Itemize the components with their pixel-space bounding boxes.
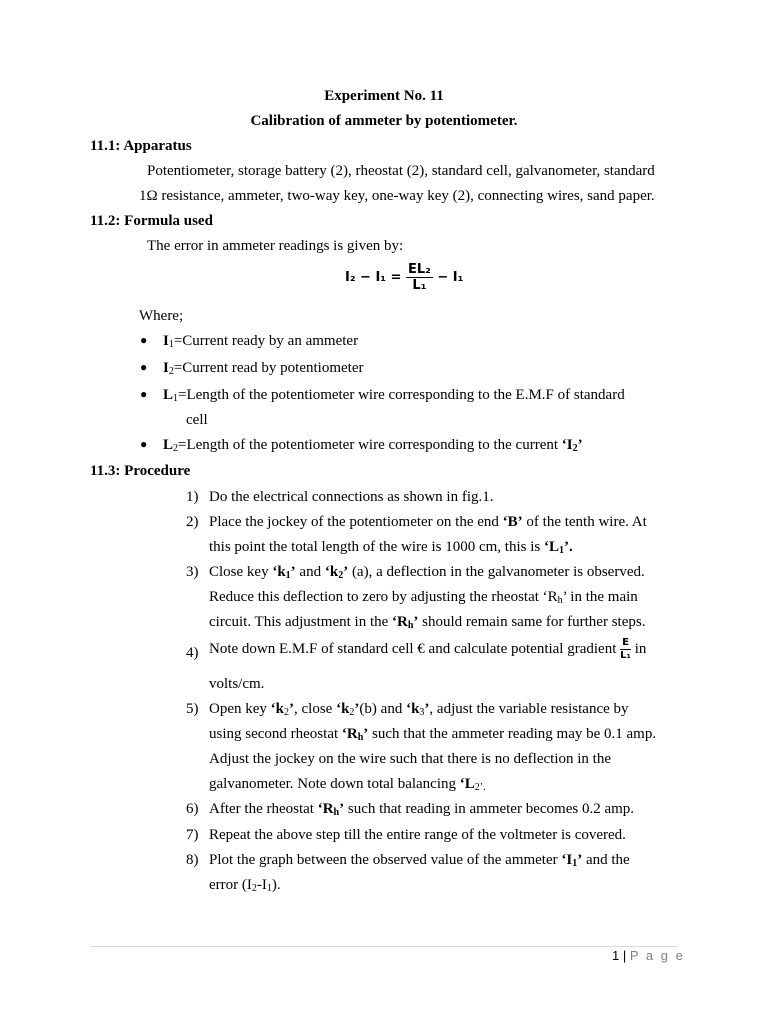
step-8-number: 8)	[186, 852, 199, 868]
section-heading-formula: 11.2: Formula used	[90, 213, 213, 229]
step-5-line-4: galvanometer. Note down total balancing ‘$L_{2’.}$	[209, 776, 486, 793]
step-5-line-3: Adjust the jockey on the wire such that there is no deflection in the	[209, 751, 611, 767]
step-5-line-2: using second rheostat ‘$R_h$’ such that the ammeter reading may be 0.1 amp.	[209, 726, 657, 743]
page-separator: |	[622, 948, 627, 963]
step-3-line-1: Close key ‘$k_1$’ and ‘$k_2$’ (a), a deflection in the galvanometer is observed.	[209, 564, 645, 581]
step-5-line-1: Open key ‘$k_2$’, close ‘$k_2’(b)$ and ‘$k_3$’, adjust the variable resistance by	[209, 701, 629, 718]
step-6-text: After the rheostat ‘$R_h$’ such that reading in ammeter becomes 0.2 amp.	[209, 801, 635, 818]
step-7-text: Repeat the above step till the entire range of the voltmeter is covered.	[209, 827, 626, 843]
step-3-line-3: circuit. This adjustment in the ‘$R_h$’ should remain same for further steps.	[209, 614, 646, 631]
apparatus-line-2: 1Ω resistance, ammeter, two-way key, one-way key (2), connecting wires, sand paper.	[139, 188, 655, 204]
definition-l1: ● $L_1=Length$ of the potentiometer wire corresponding to the E.M.F of standard	[140, 387, 625, 404]
error-formula	[345, 262, 463, 293]
potential-gradient-fraction: $\frac{E}{\text{L₁}}$	[620, 637, 631, 661]
step-6-number: 6)	[186, 801, 199, 817]
definition-i1: ● $I_1=Current$ ready by an ammeter	[140, 333, 359, 350]
experiment-title: Experiment No. 11	[324, 88, 444, 104]
where-label: Where;	[139, 308, 184, 324]
apparatus-line-1: Potentiometer, storage battery (2), rheostat (2), standard cell, galvanometer, standard	[147, 163, 655, 179]
formula-rhs: − I₁	[437, 270, 464, 285]
step-1-text: Do the electrical connections as shown in fig.1.	[209, 489, 494, 505]
step-2-line-2: this point the total length of the wire is 1000 cm, this is ‘$L_1$’.	[209, 539, 573, 556]
page-word: P a g e	[629, 948, 685, 963]
definition-l1-cont: cell	[186, 412, 208, 428]
footer-divider	[90, 946, 678, 947]
formula-fraction	[406, 262, 433, 293]
step-5-number: 5)	[186, 701, 199, 717]
step-4-line-2: volts/cm.	[209, 676, 265, 692]
step-3-line-2: Reduce this deflection to zero by adjusting the rheostat ‘$R_h$’ in the main	[209, 589, 638, 606]
definition-i2: ● $I_2=Current$ read by potentiometer	[140, 360, 364, 377]
step-4-line-1: Note down E.M.F of standard cell € and calculate potential gradient $\frac{E}{\text{L₁}}$ in	[209, 637, 647, 661]
step-1-number: 1)	[186, 489, 199, 505]
step-2-line-1: Place the jockey of the potentiometer on the end ‘B’ of the tenth wire. At	[209, 514, 647, 530]
formula-denominator: L₁	[412, 278, 427, 293]
formula-intro: The error in ammeter readings is given by:	[147, 238, 404, 254]
step-3-number: 3)	[186, 564, 199, 580]
page-footer	[612, 948, 685, 963]
formula-numerator: EL₂	[407, 262, 431, 277]
definition-l2: ● $L_2=Length$ of the potentiometer wire corresponding to the current ‘$I_2$’	[140, 437, 583, 454]
step-8-line-1: Plot the graph between the observed value of the ammeter ‘$I_1$’ and the	[209, 852, 630, 869]
step-4-number: 4)	[186, 645, 199, 661]
section-heading-apparatus: 11.1: Apparatus	[90, 138, 192, 154]
step-8-line-2: error $(I_2-I_1)$.	[209, 877, 281, 894]
formula-lhs: I₂ − I₁ =	[345, 270, 402, 285]
step-2-number: 2)	[186, 514, 199, 530]
section-heading-procedure: 11.3: Procedure	[90, 463, 191, 479]
experiment-subtitle: Calibration of ammeter by potentiometer.	[250, 113, 518, 129]
page-number: 1	[612, 948, 620, 963]
step-7-number: 7)	[186, 827, 199, 843]
